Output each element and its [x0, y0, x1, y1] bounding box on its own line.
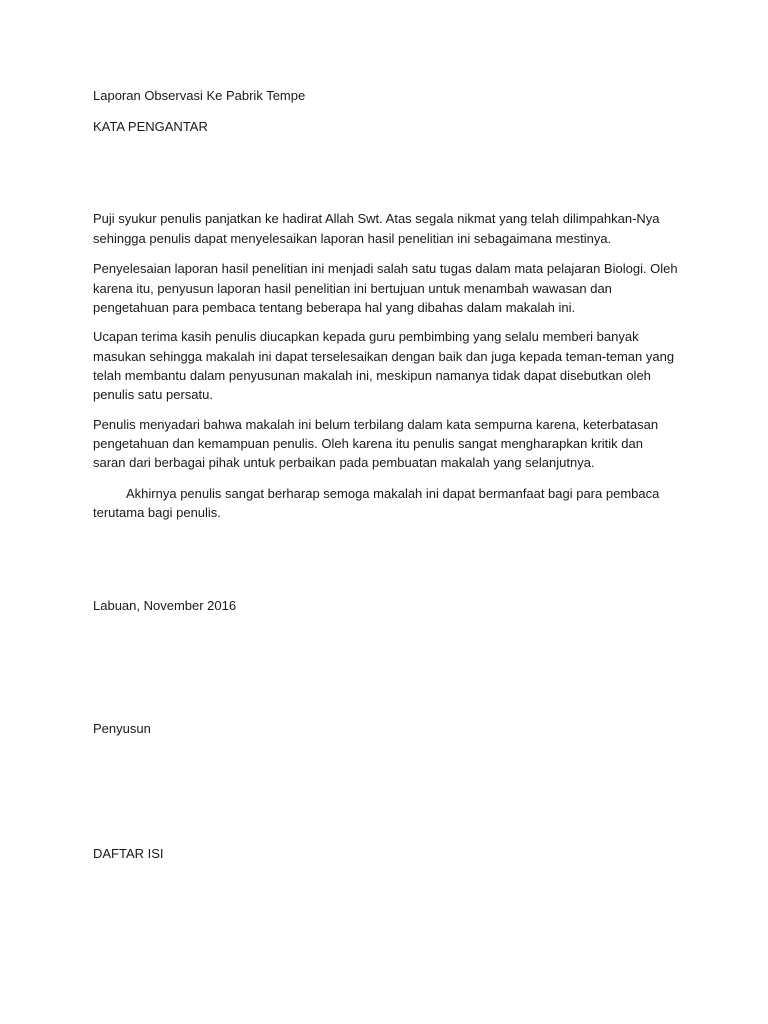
paragraph-line: pengetahuan dan kemampuan penulis. Oleh karena itu penulis sangat mengharapkan kritik dan — [93, 436, 643, 451]
paragraph-line: penulis satu persatu. — [93, 387, 213, 402]
paragraph-line: Puji syukur penulis panjatkan ke hadirat Allah Swt. Atas segala nikmat yang telah dilimpahkan-Nya — [93, 211, 660, 226]
paragraph-line: karena itu, penyusun laporan hasil penelitian ini bertujuan untuk menambah wawasan dan — [93, 281, 612, 296]
paragraph-line: saran dari berbagai pihak untuk perbaikan pada pembuatan makalah yang selanjutnya. — [93, 455, 595, 470]
paragraph-line: telah membantu dalam penyusunan makalah ini, meskipun namanya tidak dapat disebutkan oleh — [93, 368, 651, 383]
signer-label: Penyusun — [93, 721, 151, 736]
paragraph-line: terutama bagi penulis. — [93, 505, 221, 520]
paragraph-line: Penulis menyadari bahwa makalah ini belum terbilang dalam kata sempurna karena, keterbatasan — [93, 417, 659, 432]
toc-heading: DAFTAR ISI — [93, 846, 164, 861]
place-date: Labuan, November 2016 — [93, 598, 237, 613]
paragraph-line: pengetahuan para pembaca tentang beberapa hal yang dibahas dalam makalah ini. — [93, 300, 576, 315]
paragraph-line: sehingga penulis dapat menyelesaikan laporan hasil penelitian ini sebagaimana mestinya. — [93, 231, 612, 246]
document-title: Laporan Observasi Ke Pabrik Tempe — [93, 88, 306, 103]
paragraph-line: Ucapan terima kasih penulis diucapkan kepada guru pembimbing yang selalu memberi banyak — [93, 329, 639, 344]
paragraph-line: Akhirnya penulis sangat berharap semoga makalah ini dapat bermanfaat bagi para pembaca — [126, 486, 660, 501]
paragraph-line: masukan sehingga makalah ini dapat terselesaikan dengan baik dan juga kepada teman-teman yang — [93, 349, 675, 364]
paragraph-line: Penyelesaian laporan hasil penelitian ini menjadi salah satu tugas dalam mata pelajaran Biologi. Oleh — [93, 261, 678, 276]
preface-heading: KATA PENGANTAR — [93, 119, 208, 134]
